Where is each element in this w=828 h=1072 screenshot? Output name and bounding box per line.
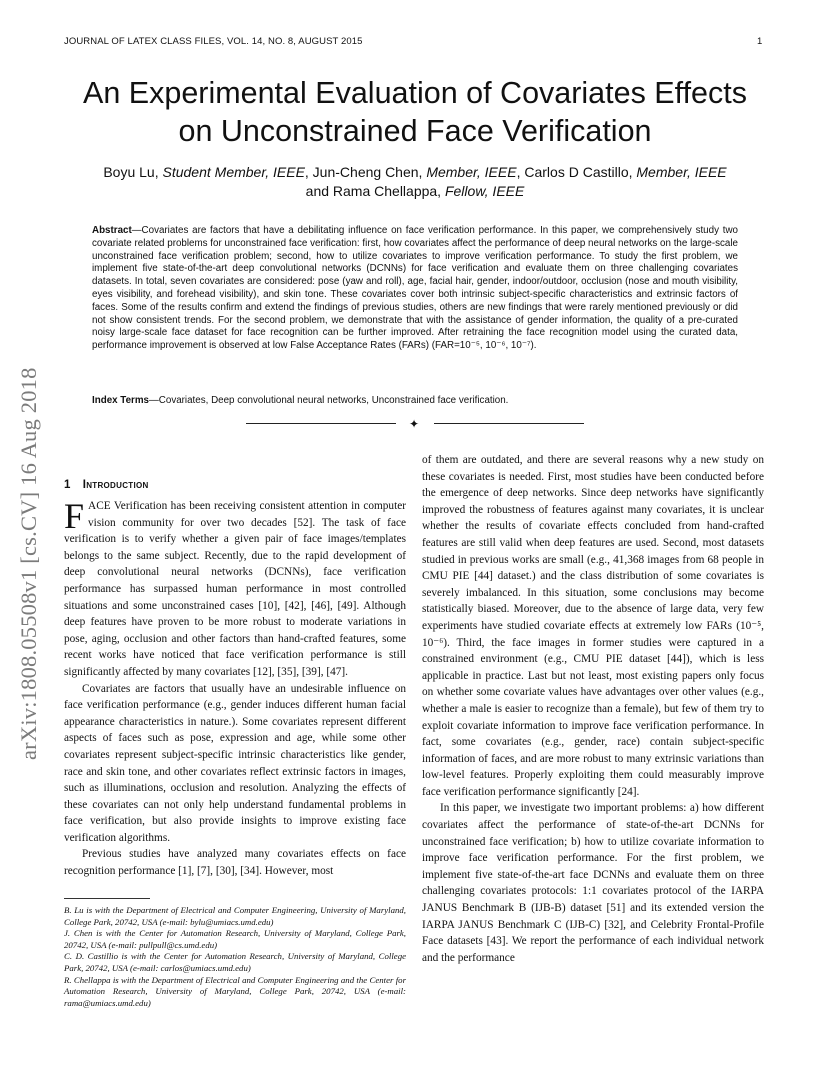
abstract: [92, 225, 738, 353]
arxiv-stamp: [14, 282, 44, 760]
footnote: R. Chellappa is with the Department of Electrical and Computer Engineering and the Center for Automation Research, University of Maryland, College Park, 20742, USA (e-mail: rama@umiacs.umd.edu): [64, 974, 406, 1008]
footnote: J. Chen is with the Center for Automation Research, University of Maryland, College Park, 20742, USA (e-mail: pullpull@cs.umd.edu): [64, 928, 406, 950]
paper-title: An Experimental Evaluation of Covariates Effects on Unconstrained Face Verification: [82, 76, 747, 148]
right-column: [422, 452, 764, 966]
index-terms: [92, 395, 738, 408]
left-column: [64, 498, 406, 880]
author-name: and Rama Chellappa,: [305, 183, 445, 199]
author-role: Student Member, IEEE: [162, 164, 305, 180]
intro-paragraph-3: Previous studies have analyzed many covariates effects on face recognition performance [1], [7], [30], [34]. However, most: [64, 848, 406, 878]
intro-paragraph-1: [64, 498, 406, 681]
abstract-text: —Covariates are factors that have a debilitating influence on face verification performance. In this paper, we comprehensively study two covariate related problems for unconstrained face verification: first, how covariates affect the performance of deep neural networks on the large-scale unconstrained face verification problem; second, how to utilize covariates to improve verification performance. To study the first problem, we implement five state-of-the-art deep convolutional networks (DCNNs) for face verification and evaluate them on three challenging covariates datasets. In total, seven covariates are considered: pose (yaw and roll), age, facial hair, gender, indoor/outdoor, occlusion (nose and mouth visibility, eyes visibility, and forehead visibility), and skin tone. These covariates cover both intrinsic subject-specific characteristics and extrinsic factors of faces. Some of the results confirm and extend the findings of previous studies, others are new findings that were rarely mentioned previously or did not show consistent trends. For the second problem, we demonstrate that with the assistance of gender information, the quality of a pre-curated noisy large-scale face dataset for face recognition can be further improved. After retraining the face recognition model using the curated data, performance improvement is observed at low False Acceptance Rates (FARs) (FAR=10⁻⁵, 10⁻⁶, 10⁻⁷).: [92, 225, 738, 352]
abstract-label: Abstract: [92, 225, 132, 236]
diamond-icon: ✦: [409, 417, 420, 431]
intro-paragraph-5: In this paper, we investigate two important problems: a) how different covariates affect the performance of state-of-the-art DCNNs for unconstrained face verification; b) how to utilize covariate information to improve face verification performance. For the first problem, we implement five state-of-the-art face DCNNs and evaluate them on three challenging covariates protocols: 1:1 covariates protocol of the IARPA JANUS Benchmark B (IJB-B) dataset [51] and its extended version the IARPA JANUS Benchmark C (IJB-C) [32], and Celebrity Frontal-Profile Face datasets [43]. We report the performance of each individual network and the performance: [422, 802, 764, 964]
author-role: Member, IEEE: [636, 164, 727, 180]
author-name: , Jun-Cheng Chen,: [304, 164, 427, 180]
divider-line-right: [434, 423, 584, 424]
intro-paragraph-4: of them are outdated, and there are several reasons why a new study on these covariates is needed. First, most studies have been conducted before the emergence of deep networks. Since deep networks have significantly improved the robustness of features against many covariates, it is unclear whether the results of covariate effects concluded from hand-crafted features are still valid when deep features are used. Second, most datasets studied in previous works are small (e.g., 41,368 images from 68 people in CMU PIE [44] dataset.) and the class distribution of some covariates is severely imbalanced. In this situation, some conclusions may become statistically biased. Moreover, due to the absence of large data, very few experiments have studied covariate effects at extremely low FARs (10⁻⁵, 10⁻⁶). Third, the face images in former studies were captured in a constrained environment (e.g., CMU PIE dataset [44]), which is less applicable in practice. Last but not least, most existing papers only focus on whether some covariate values have advantages over other values (e.g., whether a male is easier to recognize than a female), but few of them try to exploit covariate information to improve face verification performance. In fact, some covariates (e.g., gender, race) contain subject-specific information of faces, and are more robust to many extrinsic variations than low-level features. Properly exploiting them could measurably improve face verification performance significantly [24].: [422, 454, 764, 798]
section-title: Introduction: [82, 479, 149, 491]
footnote-rule: [64, 898, 150, 899]
intro-paragraph-2: Covariates are factors that usually have an undesirable influence on face verification performance (e.g., gender induces different human facial appearance characteristics in nature.). Some covariates represent different aspects of faces such as pose, expression and age, while some other covariates represent subject-specific intrinsic characteristics like gender, race and skin tone, and other covariates reflect extrinsic factors in images, such as illuminations, occlusion and resolution. Analyzing the effects of these covariates can not only help understand fundamental problems in face verification, but also provide insights to improve existing face verification algorithms.: [64, 682, 406, 844]
author-line-2: [70, 182, 760, 201]
index-terms-text: —Covariates, Deep convolutional neural networks, Unconstrained face verification.: [149, 395, 509, 406]
author-line-1: [70, 163, 760, 182]
page-number: 1: [757, 36, 763, 47]
running-head: JOURNAL OF LATEX CLASS FILES, VOL. 14, NO. 8, AUGUST 2015: [64, 36, 363, 47]
author-list: [70, 163, 760, 201]
author-name: , Carlos D Castillo,: [516, 164, 637, 180]
dropcap-continuation: ACE: [88, 500, 111, 512]
footnote: B. Lu is with the Department of Electrical and Computer Engineering, University of Maryland, College Park, 20742, USA (e-mail: bylu@umiacs.umd.edu): [64, 905, 406, 927]
section-number: 1: [64, 479, 71, 491]
dropcap: F: [64, 496, 85, 536]
divider-line-left: [246, 423, 396, 424]
footnotes: [64, 905, 406, 1009]
arxiv-stamp-text: arXiv:1808.05508v1 [cs.CV] 16 Aug 2018: [16, 367, 41, 760]
author-role: Member, IEEE: [426, 164, 517, 180]
author-role: Fellow, IEEE: [444, 183, 525, 199]
author-name: Boyu Lu,: [103, 164, 163, 180]
section-divider: [246, 417, 584, 431]
footnote: C. D. Castillio is with the Center for Automation Research, University of Maryland, College Park, 20742, USA (e-mail: carlos@umiacs.umd.edu): [64, 951, 406, 973]
paragraph-text: Verification has been receiving consistent attention in computer vision community for over two decades [52]. The task of face verification is to verify whether a given pair of face images/templates belongs to the same subject. Recently, due to the rapid development of deep convolutional neural networks (DCNNs), face verification performance has surpassed human performance in most controlled situations and some unconstrained cases [10], [42], [46], [49]. Although deep features have proven to be more robust to moderate variations in pose, aging, occlusion and other factors than hand-crafted features, some recent works have noticed that face verification performance is still significantly affected by many covariates [12], [35], [39], [47].: [64, 500, 406, 678]
index-terms-label: Index Terms: [92, 395, 149, 406]
section-heading: [64, 479, 149, 491]
